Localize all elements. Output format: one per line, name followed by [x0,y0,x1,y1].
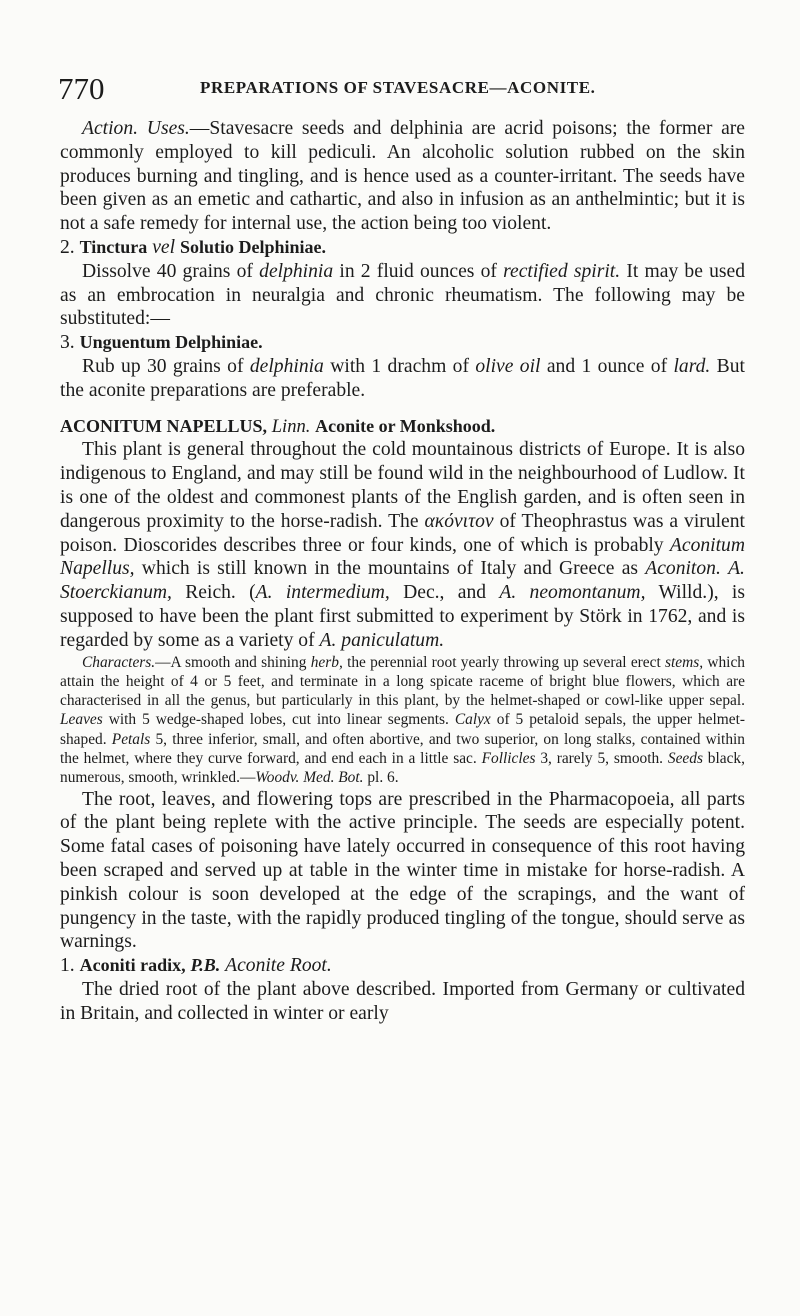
heading-common-name: Aconite or Monkshood. [315,415,496,436]
heading-tinctura [60,236,745,260]
paragraph-root: The root, leaves, and flowering tops are prescribed in the Pharmacopoeia, all parts of the plant being replete with the active principle. The seeds are especially potent. Some fatal cases of poisoning have lately occurred in consequence of this root having been scraped and served up at table in the winter time in mistake for horse-radish. A pinkish colour is soon developed at the edge of the scrapings, and the want of pungency in the taste, with the rapidly produced tingling of the tongue, should serve as warnings. [60,788,745,953]
paragraph-tinctura: Dissolve 40 grains of delphinia in 2 fluid ounces of rectified spirit. It may be used as an embrocation in neuralgia and chronic rheumatism. The following may be substituted:— [60,260,746,330]
page-number: 770 [58,71,105,106]
page-header [58,72,758,106]
paragraph-unguentum: Rub up 30 grains of delphinia with 1 drachm of olive oil and 1 ounce of lard. But the aconite preparations are preferable. [60,355,745,401]
running-title: PREPARATIONS OF STAVESACRE—ACONITE. [200,78,596,97]
paragraph-aconiti-radix: The dried root of the plant above described. Imported from Germany or cultivated in Britain, and collected in winter or early [60,978,745,1024]
authority: Linn. [271,415,311,437]
heading-text: Tinctura [79,236,148,257]
heading-unguentum [60,331,745,355]
paragraph-aconite-description: This plant is general throughout the cold mountainous districts of Europe. It is also indigenous to England, and may still be found wild in the neighbourhood of Ludlow. It is one of the oldest and commonest plants of the English garden, and is often seen in dangerous proximity to the horse-radish. The ακόνιτον of Theophrastus was a virulent poison. Dioscorides describes three or four kinds, one of which is probably Aconitum Napellus, which is still known in the mountains of Italy and Greece as Aconiton. A. Stoerckianum, Reich. (A. intermedium, Dec., and A. neomontanum, Willd.), is supposed to have been the plant first submitted to experiment by Störk in 1762, and is regarded by some as a variety of A. paniculatum. [60,439,745,651]
section-number: 1. [60,955,75,977]
section-number: 3. [60,332,75,354]
paragraph-characters: Characters.—A smooth and shining herb, the perennial root yearly throwing up several erect stems, which attain the height of 4 or 5 feet, and terminate in a long spicate raceme of bright blue flowers, which are characterised in all the genus, but particularly in this plant, by the helmet-shaped or cowl-like upper sepal. Leaves with 5 wedge-shaped lobes, cut into linear segments. Calyx of 5 petaloid sepals, the upper helmet-shaped. Petals 5, three inferior, small, and often abortive, and two superior, on long stalks, contained within the helmet, where they curve forward, and end each in a little sac. Follicles 3, rarely 5, smooth. Seeds black, numerous, smooth, wrinkled.—Woodv. Med. Bot. pl. 6. [60,653,745,787]
heading-text: Unguentum Delphiniae. [79,332,263,353]
english-name: Aconite Root. [225,955,332,977]
action-uses-text: —Stavesacre seeds and delphinia are acrid poisons; the former are commonly employed to kill pediculi. An alcoholic solution rubbed on the skin produces burning and tingling, and is hence used as a counter-irritant. The seeds have been given as an emetic and cathartic, and also in infusion as an anthelmintic; but it is not a safe remedy for internal use, the action being too violent. [60,118,745,235]
heading-italic: vel [152,236,176,258]
paragraph-action-uses [60,117,745,236]
heading-text: ACONITUM NAPELLUS, [60,415,268,436]
label-uses: Uses. [146,118,190,139]
page-body [60,117,745,1026]
heading-aconitum [60,415,745,439]
greek-word: ακόνιτον [424,510,494,532]
heading-aconiti-radix [60,954,745,978]
heading-text: Aconiti radix, [79,955,186,976]
pharmacopoeia-mark: P.B. [190,955,221,976]
label-action: Action. [82,118,139,139]
heading-text: Solutio Delphiniae. [179,236,326,257]
section-number: 2. [60,236,75,258]
